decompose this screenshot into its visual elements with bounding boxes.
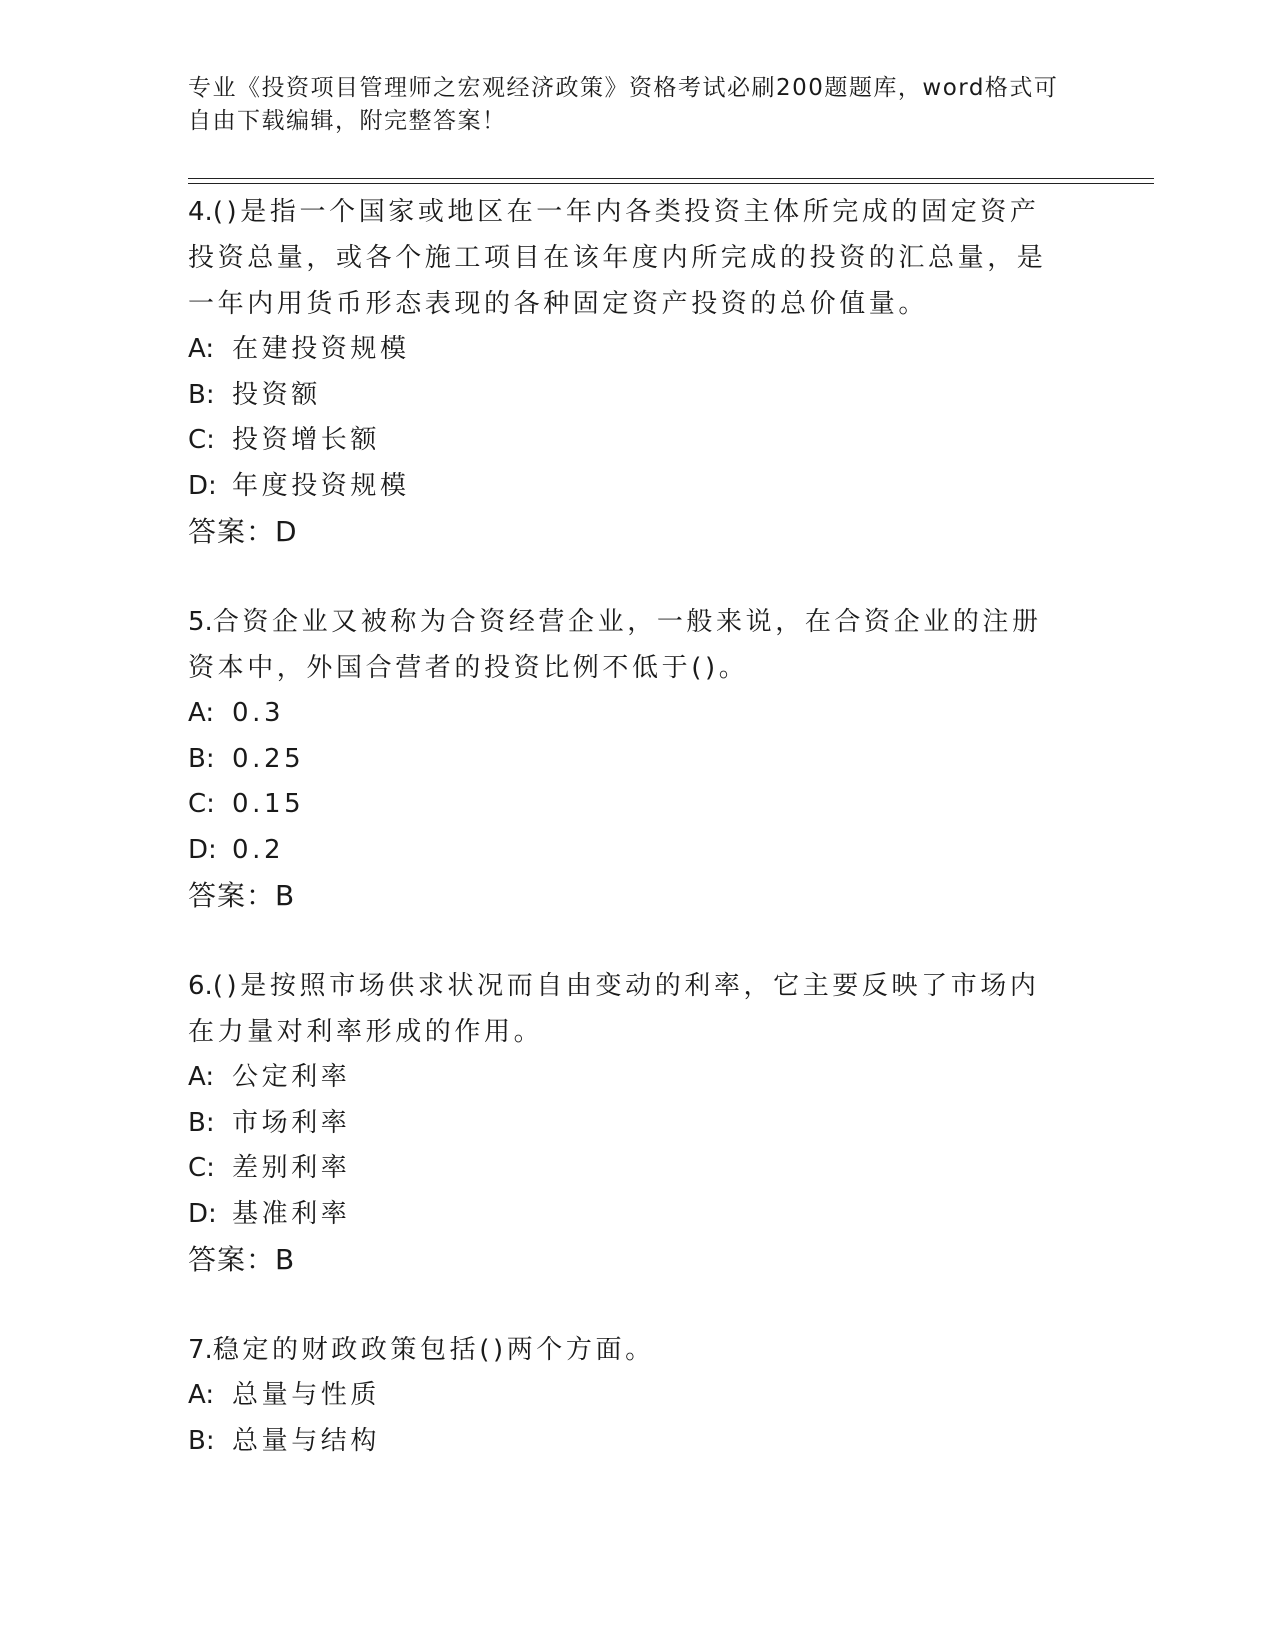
option-key: A: <box>188 1380 215 1410</box>
option-text: 在建投资规模 <box>232 334 410 364</box>
option-d <box>188 828 1068 874</box>
answer-line <box>188 1237 1068 1283</box>
question-body: 合资企业又被称为合资经营企业，一般来说，在合资企业的注册资本中，外国合营者的投资比例不低于()。 <box>188 607 1042 683</box>
question-number: 7. <box>188 1335 213 1365</box>
option-b <box>188 737 1068 783</box>
option-text: 公定利率 <box>232 1062 351 1092</box>
question-text <box>188 963 1068 1055</box>
option-key: D: <box>188 470 217 501</box>
option-text: 0.3 <box>232 698 285 728</box>
answer-value: B <box>275 1243 296 1276</box>
option-text: 0.15 <box>232 789 305 819</box>
answer-label: 答案： <box>188 515 276 548</box>
question-block <box>188 189 1068 555</box>
option-b <box>188 1419 1068 1465</box>
option-text: 投资额 <box>232 379 321 410</box>
option-key: A: <box>188 334 215 364</box>
question-block <box>188 1327 1068 1464</box>
option-key: C: <box>188 789 215 819</box>
option-text: 市场利率 <box>232 1107 351 1138</box>
option-key: D: <box>188 834 217 865</box>
answer-line <box>188 509 1068 555</box>
answer-label: 答案： <box>188 1243 276 1276</box>
question-block <box>188 963 1068 1283</box>
question-number: 4. <box>188 197 213 227</box>
answer-value: D <box>275 515 298 548</box>
header-line-1: 专业《投资项目管理师之宏观经济政策》资格考试必刷200题题库，word格式可 <box>188 75 1059 101</box>
option-a <box>188 1373 1068 1419</box>
header-divider <box>188 178 1154 184</box>
option-key: B: <box>188 379 215 410</box>
question-number: 5. <box>188 607 213 637</box>
question-list <box>188 189 1068 1464</box>
option-key: C: <box>188 1153 215 1183</box>
option-key: B: <box>188 1425 215 1456</box>
option-c <box>188 1146 1068 1192</box>
header-line-2: 自由下载编辑，附完整答案！ <box>188 108 507 134</box>
option-key: A: <box>188 698 215 728</box>
answer-value: B <box>275 879 296 912</box>
answer-line <box>188 873 1068 919</box>
option-text: 0.25 <box>232 743 305 774</box>
question-text <box>188 599 1068 691</box>
question-text <box>188 1327 1068 1373</box>
option-key: B: <box>188 743 215 774</box>
answer-label: 答案： <box>188 879 276 912</box>
document-header <box>188 72 1068 138</box>
option-text: 总量与性质 <box>232 1380 381 1410</box>
option-a <box>188 327 1068 373</box>
option-text: 年度投资规模 <box>232 470 410 501</box>
question-body: 稳定的财政政策包括()两个方面。 <box>212 1335 655 1365</box>
question-body: ()是指一个国家或地区在一年内各类投资主体所完成的固定资产投资总量，或各个施工项目在该年度内所完成的投资的汇总量，是一年内用货币形态表现的各种固定资产投资的总价值量。 <box>188 197 1047 319</box>
option-c <box>188 782 1068 828</box>
option-key: C: <box>188 425 215 455</box>
option-c <box>188 418 1068 464</box>
option-b <box>188 373 1068 419</box>
option-text: 基准利率 <box>232 1198 351 1229</box>
question-text <box>188 189 1068 327</box>
option-key: D: <box>188 1198 217 1229</box>
option-key: A: <box>188 1062 215 1092</box>
option-a <box>188 691 1068 737</box>
option-d <box>188 1192 1068 1238</box>
option-key: B: <box>188 1107 215 1138</box>
option-text: 投资增长额 <box>232 425 381 455</box>
option-text: 总量与结构 <box>232 1425 381 1456</box>
option-text: 差别利率 <box>232 1153 351 1183</box>
option-text: 0.2 <box>232 834 285 865</box>
question-number: 6. <box>188 971 213 1001</box>
question-body: ()是按照市场供求状况而自由变动的利率，它主要反映了市场内在力量对利率形成的作用。 <box>188 971 1040 1047</box>
question-block <box>188 599 1068 919</box>
option-a <box>188 1055 1068 1101</box>
option-b <box>188 1101 1068 1147</box>
option-d <box>188 464 1068 510</box>
